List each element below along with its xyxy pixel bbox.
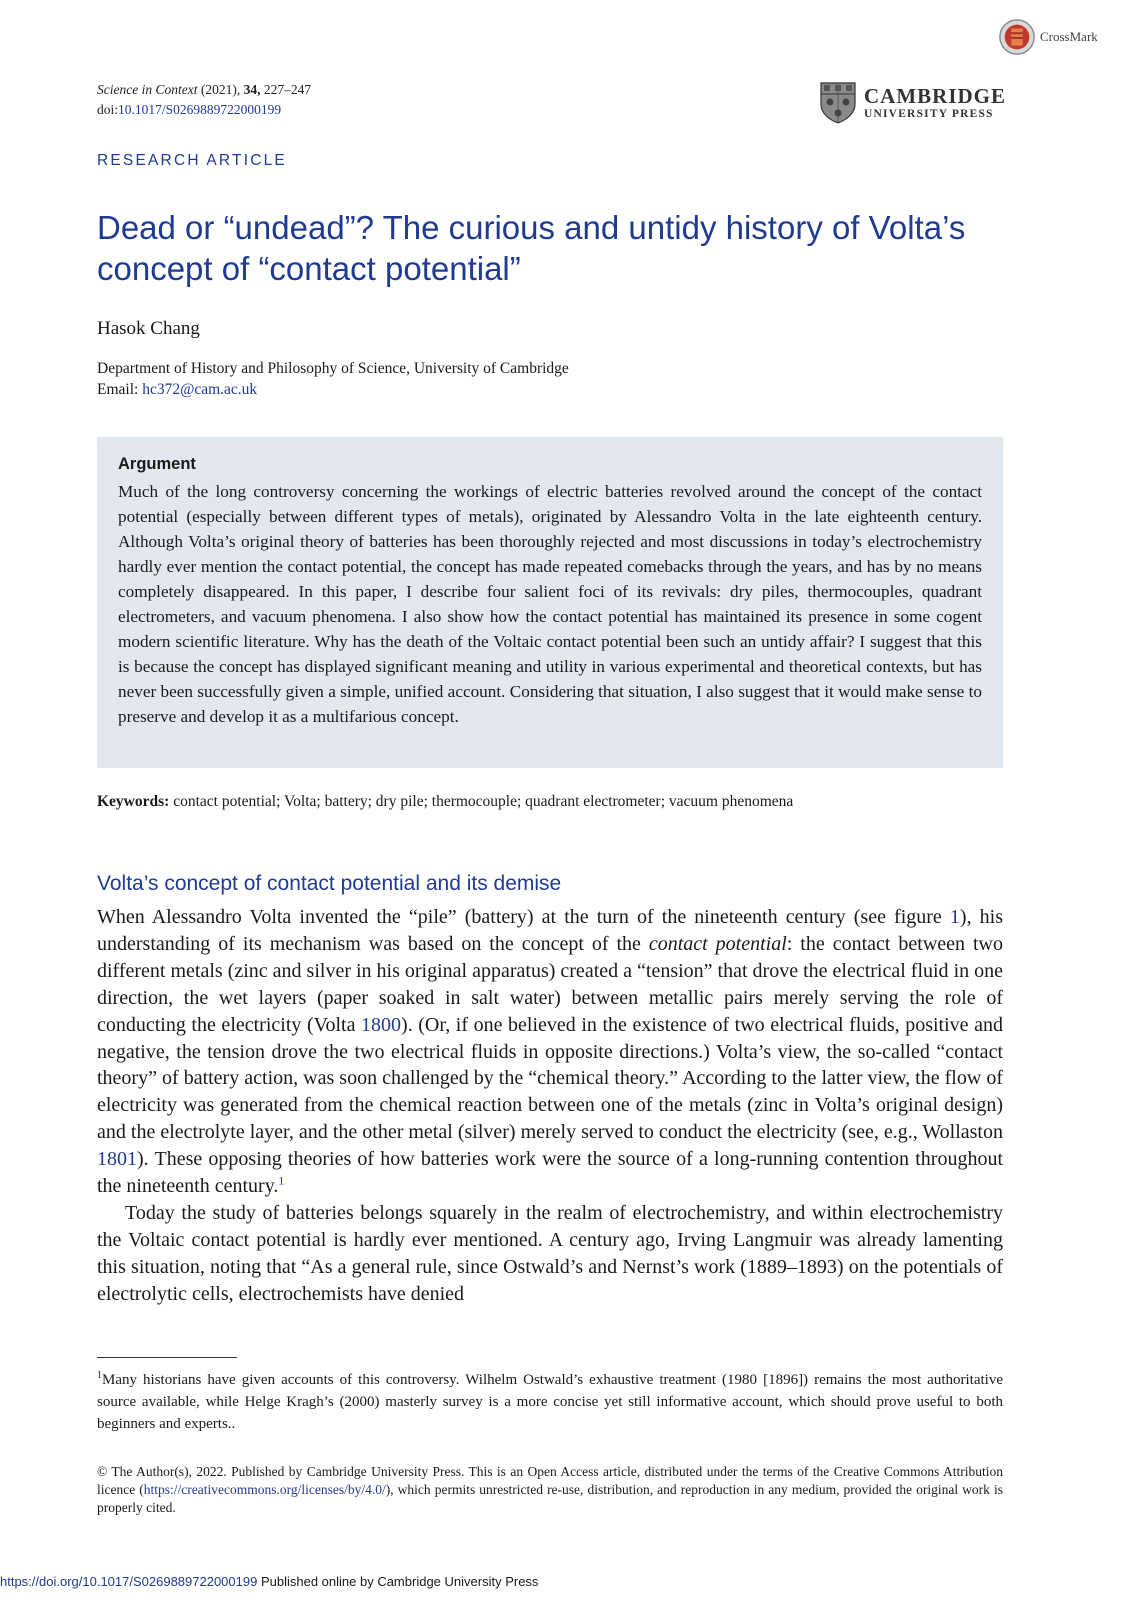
keywords [97,793,793,811]
text-run: © The Author(s), 2022. Published by Cambridge University Press. This is an Open Access article, distributed under the terms of the Creative Commons Attribution licence ( [97,1464,1003,1497]
license-link[interactable]: https://creativecommons.org/licenses/by/4.0/ [143,1482,386,1497]
paragraph-2: Today the study of batteries belongs squarely in the realm of electrochemistry, and within electrochemistry the Voltaic contact potential is hardly ever mentioned. A century ago, Irving Langmuir was already lamenting this situation, noting that “As a general rule, since Ostwald’s and Nernst’s work (1889–1893) on the potentials of electrolytic cells, electrochemists have denied [97,1201,1003,1305]
footnote-text: Many historians have given accounts of this controversy. Wilhelm Ostwald’s exhaustive treatment (1980 [1896]) remains the most authoritative source available, while Helge Kragh’s (2000) masterly survey is a more concise yet still informative account, which should prove useful to both beginners and experts.. [97,1372,1003,1432]
text-run: ). (Or, if one believed in the existence of two electrical fluids, positive and negative, the tension drove the two electrical fluids in opposite directions.) Volta’s view, the so-called “contact theory” of battery action, was soon challenged by the “chemical theory.” According to the latter view, the flow of electricity was generated from the chemical reaction between one of the metals (zinc in Volta’s original design) and the electrolyte layer, and the other metal (silver) merely served to conduct the electricity (see, e.g., Wollaston [97,1013,1003,1144]
text-run: : the contact between two different metals (zinc and silver in his original apparatus) created a “tension” that drove the electrical fluid in one direction, the wet layers (paper soaked in salt water) between metallic pairs merely serving the role of conducting the electricity (Volta [97,932,1003,1036]
keywords-text: contact potential; Volta; battery; dry pile; thermocouple; quadrant electrometer; vacuum phenomena [173,793,794,810]
keywords-label: Keywords: [97,793,170,810]
article-type-label: RESEARCH ARTICLE [97,152,287,169]
department: Department of History and Philosophy of Science, University of Cambridge [97,360,569,377]
email-link[interactable]: hc372@cam.ac.uk [142,381,258,398]
cambridge-university-press-logo [820,82,1006,124]
journal-doi [97,100,311,120]
journal-citation [97,80,311,100]
university-press-wordmark: UNIVERSITY PRESS [864,107,994,120]
paragraph-1 [97,904,1003,1200]
journal-volume: 34, [243,82,261,97]
article-title: Dead or “undead”? The curious and untidy history of Volta’s concept of “contact potential” [97,209,966,287]
doi-prefix: doi: [97,102,119,117]
journal-info [97,80,311,120]
email-line [97,379,569,400]
author-name: Hasok Chang [97,318,200,339]
body-text [97,904,1003,1308]
cambridge-shield-icon [820,82,856,124]
footnote-divider [97,1357,237,1358]
reference-link[interactable]: 1801 [97,1148,137,1171]
crossmark-badge[interactable] [998,18,1098,56]
email-label: Email: [97,381,139,398]
journal-pages: 227–247 [263,82,312,97]
text-run: ). These opposing theories of how batteries work were the source of a long-running contention throughout the nineteenth century. [97,1148,1003,1198]
page-footer [0,1574,538,1589]
license-notice [97,1463,1003,1517]
abstract-heading: Argument [118,455,196,473]
abstract-text: Much of the long controversy concerning the workings of electric batteries revolved around the concept of the contact potential (especially between different types of metals), originated by Alessandro Volta in the late eighteenth century. Although Volta’s original theory of batteries has been thoroughly rejected and most discussions in today’s electrochemistry hardly ever mention the contact potential, the concept has made repeated comebacks through the years, and has by no means completely disappeared. In this paper, I describe four salient foci of its revivals: dry piles, thermocouples, quadrant electrometers, and vacuum phenomena. I also show how the contact potential has maintained its presence in some cogent modern scientific literature. Why has the death of the Voltaic contact potential been such an untidy affair? I suggest that this is because the concept has displayed significant meaning and utility in various experimental and theoretical contexts, but has never been successfully given a simple, unified account. Considering that situation, I also suggest that it would make sense to preserve and develop it as a multifarious concept. [118,482,982,726]
journal-year: (2021), [200,82,241,97]
footnote-link[interactable]: 1 [278,1173,285,1188]
crossmark-icon [998,18,1036,56]
section-heading: Volta’s concept of contact potential and its demise [97,872,562,895]
emphasis: contact potential [648,932,787,955]
author-affiliation [97,358,569,400]
text-run: When Alessandro Volta invented the “pile” (battery) at the turn of the nineteenth century (see figure [97,906,950,928]
text-run: ), which permits unrestricted re-use, distribution, and reproduction in any medium, provided the original work is properly cited. [97,1482,1003,1515]
footnote [97,1365,1003,1435]
abstract-box [97,437,1003,768]
footer-text: Published online by Cambridge University Press [257,1574,539,1589]
reference-link[interactable]: 1800 [361,1013,402,1036]
text-run: ), his understanding of its mechanism was based on the concept of the [97,906,1003,955]
figure-link[interactable]: 1 [949,906,960,928]
doi-link[interactable]: 10.1017/S0269889722000199 [118,102,282,117]
footnote-mark: 1 [97,1370,102,1381]
journal-name: Science in Context [97,82,198,97]
cambridge-wordmark: CAMBRIDGE [864,83,1007,108]
footer-doi-link[interactable]: https://doi.org/10.1017/S0269889722000199 [0,1574,258,1589]
crossmark-label: CrossMark [1040,29,1098,44]
